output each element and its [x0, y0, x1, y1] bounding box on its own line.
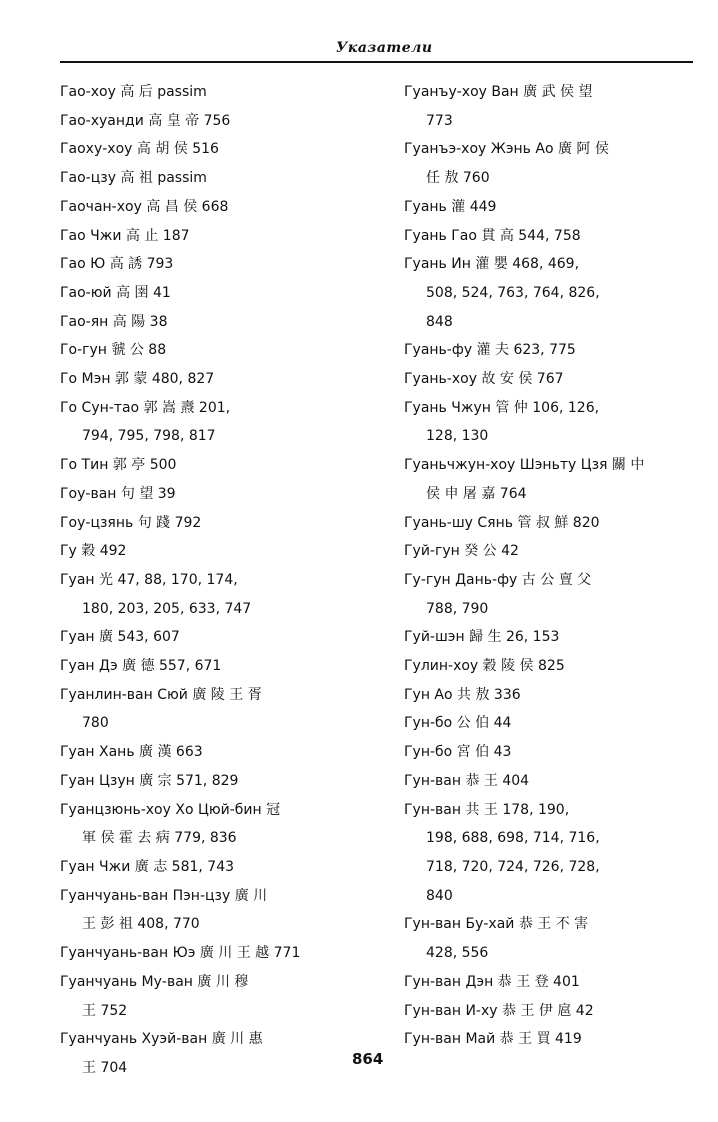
index-entry-continuation: 780 [82, 715, 109, 732]
index-entry: Гуан 光 47, 88, 170, 174, [60, 571, 238, 588]
index-entry: Гуань-шу Сянь 管 叔 鮮 820 [404, 514, 600, 531]
index-entry: Гун-ван И-ху 恭 王 伊 扈 42 [404, 1002, 594, 1019]
index-entry-continuation: 軍 侯 霍 去 病 779, 836 [82, 830, 237, 847]
index-entry: Го Мэн 郭 蒙 480, 827 [60, 371, 215, 388]
index-entry: Гаочан-хоу 高 昌 侯 668 [60, 198, 229, 215]
running-head: Указатели [336, 40, 433, 56]
index-entry-continuation: 侯 申 屠 嘉 764 [426, 485, 527, 502]
index-entry: Гуанъэ-хоу Жэнь Ао 廣 阿 侯 [404, 141, 609, 158]
index-entry: Гун-ван 共 王 178, 190, [404, 801, 570, 818]
index-entry: Гуанлин-ван Сюй 廣 陵 王 胥 [60, 686, 262, 703]
index-entry: Гао-хоу 高 后 passim [60, 84, 207, 100]
index-entry-continuation: 773 [426, 112, 453, 129]
index-entry: Гуанъу-хоу Ван 廣 武 侯 望 [404, 84, 593, 100]
index-entry: Гун-бо 宮 伯 43 [404, 744, 512, 761]
index-entry-continuation: 788, 790 [426, 600, 489, 617]
index-entry-continuation: 王 752 [82, 1002, 128, 1019]
index-entry: Гуань 灌 449 [404, 198, 497, 215]
index-entry: Гуан Дэ 廣 德 557, 671 [60, 658, 222, 675]
index-entry: Гу-гун Дань-фу 古 公 亶 父 [404, 571, 592, 588]
index-entry: Го Тин 郭 亭 500 [60, 457, 177, 474]
index-entry: Гун-ван Май 恭 王 買 419 [404, 1031, 582, 1048]
index-entry: Гуань Гао 貫 高 544, 758 [404, 227, 581, 244]
index-entry-continuation: 840 [426, 887, 453, 904]
index-entry: Гун-ван 恭 王 404 [404, 772, 530, 789]
index-entry: Гао Ю 高 誘 793 [60, 256, 174, 273]
index-entry: Гулин-хоу 穀 陵 侯 825 [404, 658, 565, 675]
index-entry-continuation: 718, 720, 724, 726, 728, [426, 858, 600, 875]
index-entry-continuation: 794, 795, 798, 817 [82, 428, 216, 445]
index-entry: Го Сун-тао 郭 嵩 燾 201, [60, 399, 231, 416]
index-entry: Гуанчуань-ван Пэн-цзу 廣 川 [60, 887, 268, 904]
index-entry: Гуан Чжи 廣 志 581, 743 [60, 858, 235, 875]
index-column-left [60, 78, 398, 1083]
index-entry: Гуй-шэн 歸 生 26, 153 [404, 629, 560, 646]
index-entry: Гун Ао 共 敖 336 [404, 686, 521, 703]
index-entry: Гао-юй 高 圉 41 [60, 284, 171, 301]
index-column-right [404, 78, 694, 1054]
index-entry: Гоу-ван 句 望 39 [60, 485, 176, 502]
index-entry-continuation: 428, 556 [426, 945, 489, 962]
index-entry-continuation: 王 彭 祖 408, 770 [82, 916, 200, 933]
index-entry: Гуан Хань 廣 漢 663 [60, 744, 203, 761]
index-entry: Гао-ян 高 陽 38 [60, 313, 168, 330]
index-entry: Гуань Чжун 管 仲 106, 126, [404, 399, 600, 416]
index-entry: Гао-цзу 高 祖 passim [60, 170, 207, 187]
header-rule [60, 61, 693, 63]
index-entry-continuation: 王 704 [82, 1059, 128, 1076]
index-entry: Гуй-гун 癸 公 42 [404, 543, 519, 560]
index-entry: Гун-ван Бу-хай 恭 王 不 害 [404, 916, 589, 933]
index-entry: Гуань-фу 灌 夫 623, 775 [404, 342, 576, 359]
index-entry: Гуан Цзун 廣 宗 571, 829 [60, 772, 239, 789]
index-entry: Гао Чжи 高 止 187 [60, 227, 190, 244]
index-entry-continuation: 508, 524, 763, 764, 826, [426, 284, 600, 301]
index-entry-continuation: 128, 130 [426, 428, 489, 445]
index-entry: Гуанцзюнь-хоу Хо Цюй-бин 冠 [60, 801, 281, 818]
index-entry: Гуань-хоу 故 安 侯 767 [404, 371, 564, 388]
index-entry-continuation: 848 [426, 313, 453, 330]
index-entry-continuation: 180, 203, 205, 633, 747 [82, 600, 252, 617]
index-entry: Гаоху-хоу 高 胡 侯 516 [60, 141, 219, 158]
page-number: 864 [352, 1050, 384, 1068]
index-entry-continuation: 任 敖 760 [426, 170, 490, 187]
index-entry: Гуанчуань Му-ван 廣 川 穆 [60, 973, 249, 990]
index-entry: Гуанчуань Хуэй-ван 廣 川 惠 [60, 1031, 263, 1048]
index-entry: Гуань Ин 灌 嬰 468, 469, [404, 256, 580, 273]
index-entry: Гао-хуанди 高 皇 帝 756 [60, 112, 231, 129]
index-entry: Гу 穀 492 [60, 543, 127, 560]
index-entry: Гуанчуань-ван Юэ 廣 川 王 越 771 [60, 945, 301, 962]
index-entry: Гун-ван Дэн 恭 王 登 401 [404, 973, 580, 990]
index-entry: Гуан 廣 543, 607 [60, 629, 180, 646]
index-entry: Гуаньчжун-хоу Шэньту Цзя 關 中 [404, 457, 645, 474]
index-entry: Гоу-цзянь 句 踐 792 [60, 514, 202, 531]
index-entry: Го-гун 虢 公 88 [60, 342, 167, 359]
index-entry-continuation: 198, 688, 698, 714, 716, [426, 830, 600, 847]
index-entry: Гун-бо 公 伯 44 [404, 715, 512, 732]
